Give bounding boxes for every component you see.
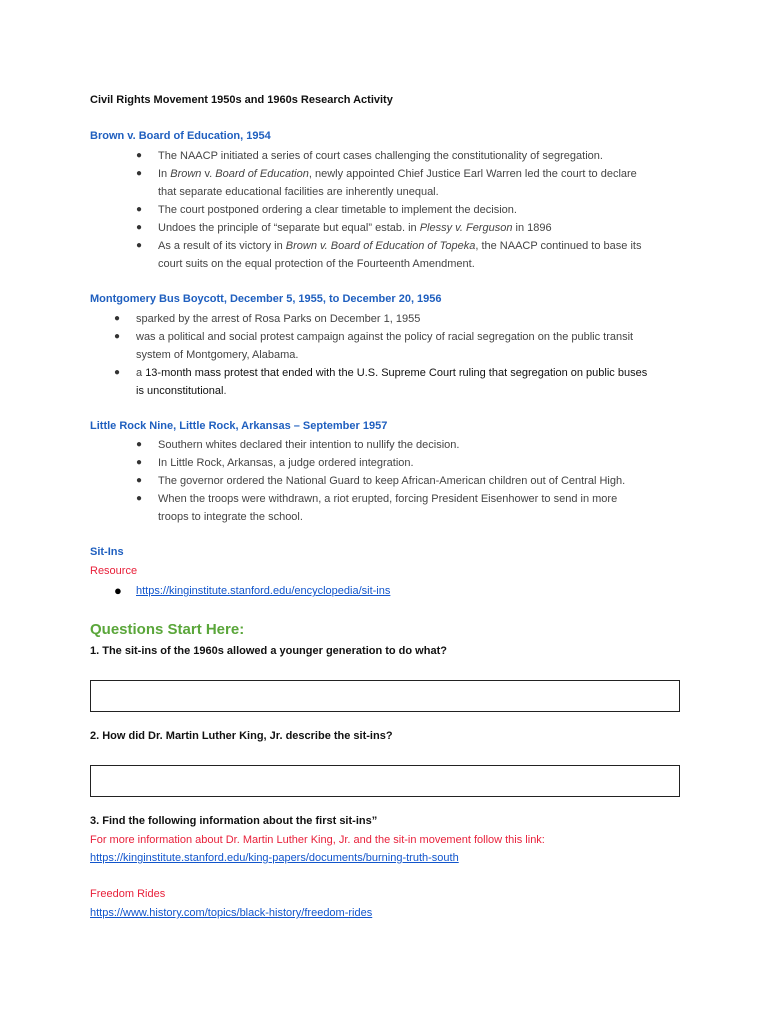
freedom-rides-link[interactable]: https://www.history.com/topics/black-history/freedom-rides [90, 907, 373, 919]
bullet-icon: ● [114, 313, 121, 324]
answer-box-1[interactable] [90, 680, 680, 712]
bullet-icon: ● [136, 457, 143, 468]
list-item: ● sparked by the arrest of Rosa Parks on December 1, 1955 [136, 310, 681, 328]
section-heading-montgomery: Montgomery Bus Boycott, December 5, 1955, to December 20, 1956 [90, 293, 442, 305]
resource-list [114, 582, 681, 600]
more-info-text: For more information about Dr. Martin Luther King, Jr. and the sit-in movement follow this link: [90, 834, 545, 846]
bullet-icon: ● [114, 331, 121, 342]
bullet-icon: ● [136, 493, 143, 504]
list-item: ● When the troops were withdrawn, a riot erupted, forcing President Eisenhower to send in more troops to integrate the school. [158, 490, 678, 526]
section-heading-brown: Brown v. Board of Education, 1954 [90, 130, 271, 142]
section-heading-sit-ins: Sit-Ins [90, 546, 124, 558]
list-item: ● The governor ordered the National Guard to keep African-American children out of Central High. [158, 472, 678, 490]
bullet-icon: ● [136, 222, 143, 233]
list-item: ● The NAACP initiated a series of court cases challenging the constitutionality of segregation. [158, 147, 678, 165]
bullet-icon: ● [114, 583, 122, 598]
question-2: 2. How did Dr. Martin Luther King, Jr. describe the sit-ins? [90, 730, 393, 742]
little-rock-bullet-list [136, 436, 678, 526]
list-item: ● In Brown v. Board of Education, newly appointed Chief Justice Earl Warren led the court to declare that separate educational facilities are inherently unequal. [158, 165, 678, 201]
brown-bullet-list [136, 147, 678, 273]
list-item: ● was a political and social protest campaign against the policy of racial segregation on the public transit system of Montgomery, Alabama. [136, 328, 681, 364]
section-heading-little-rock: Little Rock Nine, Little Rock, Arkansas – September 1957 [90, 420, 388, 432]
list-item: ● In Little Rock, Arkansas, a judge ordered integration. [158, 454, 678, 472]
list-item: ● a 13-month mass protest that ended with the U.S. Supreme Court ruling that segregation on public buses is unconstitutional. [136, 364, 681, 400]
list-item: ● Southern whites declared their intention to nullify the decision. [158, 436, 678, 454]
list-item: ● The court postponed ordering a clear timetable to implement the decision. [158, 201, 678, 219]
page-title: Civil Rights Movement 1950s and 1960s Research Activity [90, 94, 393, 106]
list-item: ● Undoes the principle of “separate but equal” estab. in Plessy v. Ferguson in 1896 [158, 219, 678, 237]
burning-truth-link[interactable]: https://kinginstitute.stanford.edu/king-papers/documents/burning-truth-south [90, 852, 459, 864]
bullet-icon: ● [136, 439, 143, 450]
question-3: 3. Find the following information about the first sit-ins” [90, 815, 378, 827]
montgomery-bullet-list [114, 310, 681, 400]
sit-ins-resource-link[interactable]: https://kinginstitute.stanford.edu/encyclopedia/sit-ins [136, 585, 391, 597]
bullet-icon: ● [136, 240, 143, 251]
bullet-icon: ● [136, 150, 143, 161]
list-item: ● As a result of its victory in Brown v. Board of Education of Topeka, the NAACP continued to base its court suits on the equal protection of the Fourteenth Amendment. [158, 237, 678, 273]
freedom-rides-label: Freedom Rides [90, 888, 166, 900]
questions-header: Questions Start Here: [90, 621, 245, 638]
bullet-icon: ● [136, 168, 143, 179]
bullet-icon: ● [136, 475, 143, 486]
bullet-icon: ● [114, 367, 121, 378]
question-1: 1. The sit-ins of the 1960s allowed a younger generation to do what? [90, 645, 447, 657]
bullet-icon: ● [136, 204, 143, 215]
resource-label: Resource [90, 565, 138, 577]
list-item [114, 582, 681, 600]
answer-box-2[interactable] [90, 765, 680, 797]
